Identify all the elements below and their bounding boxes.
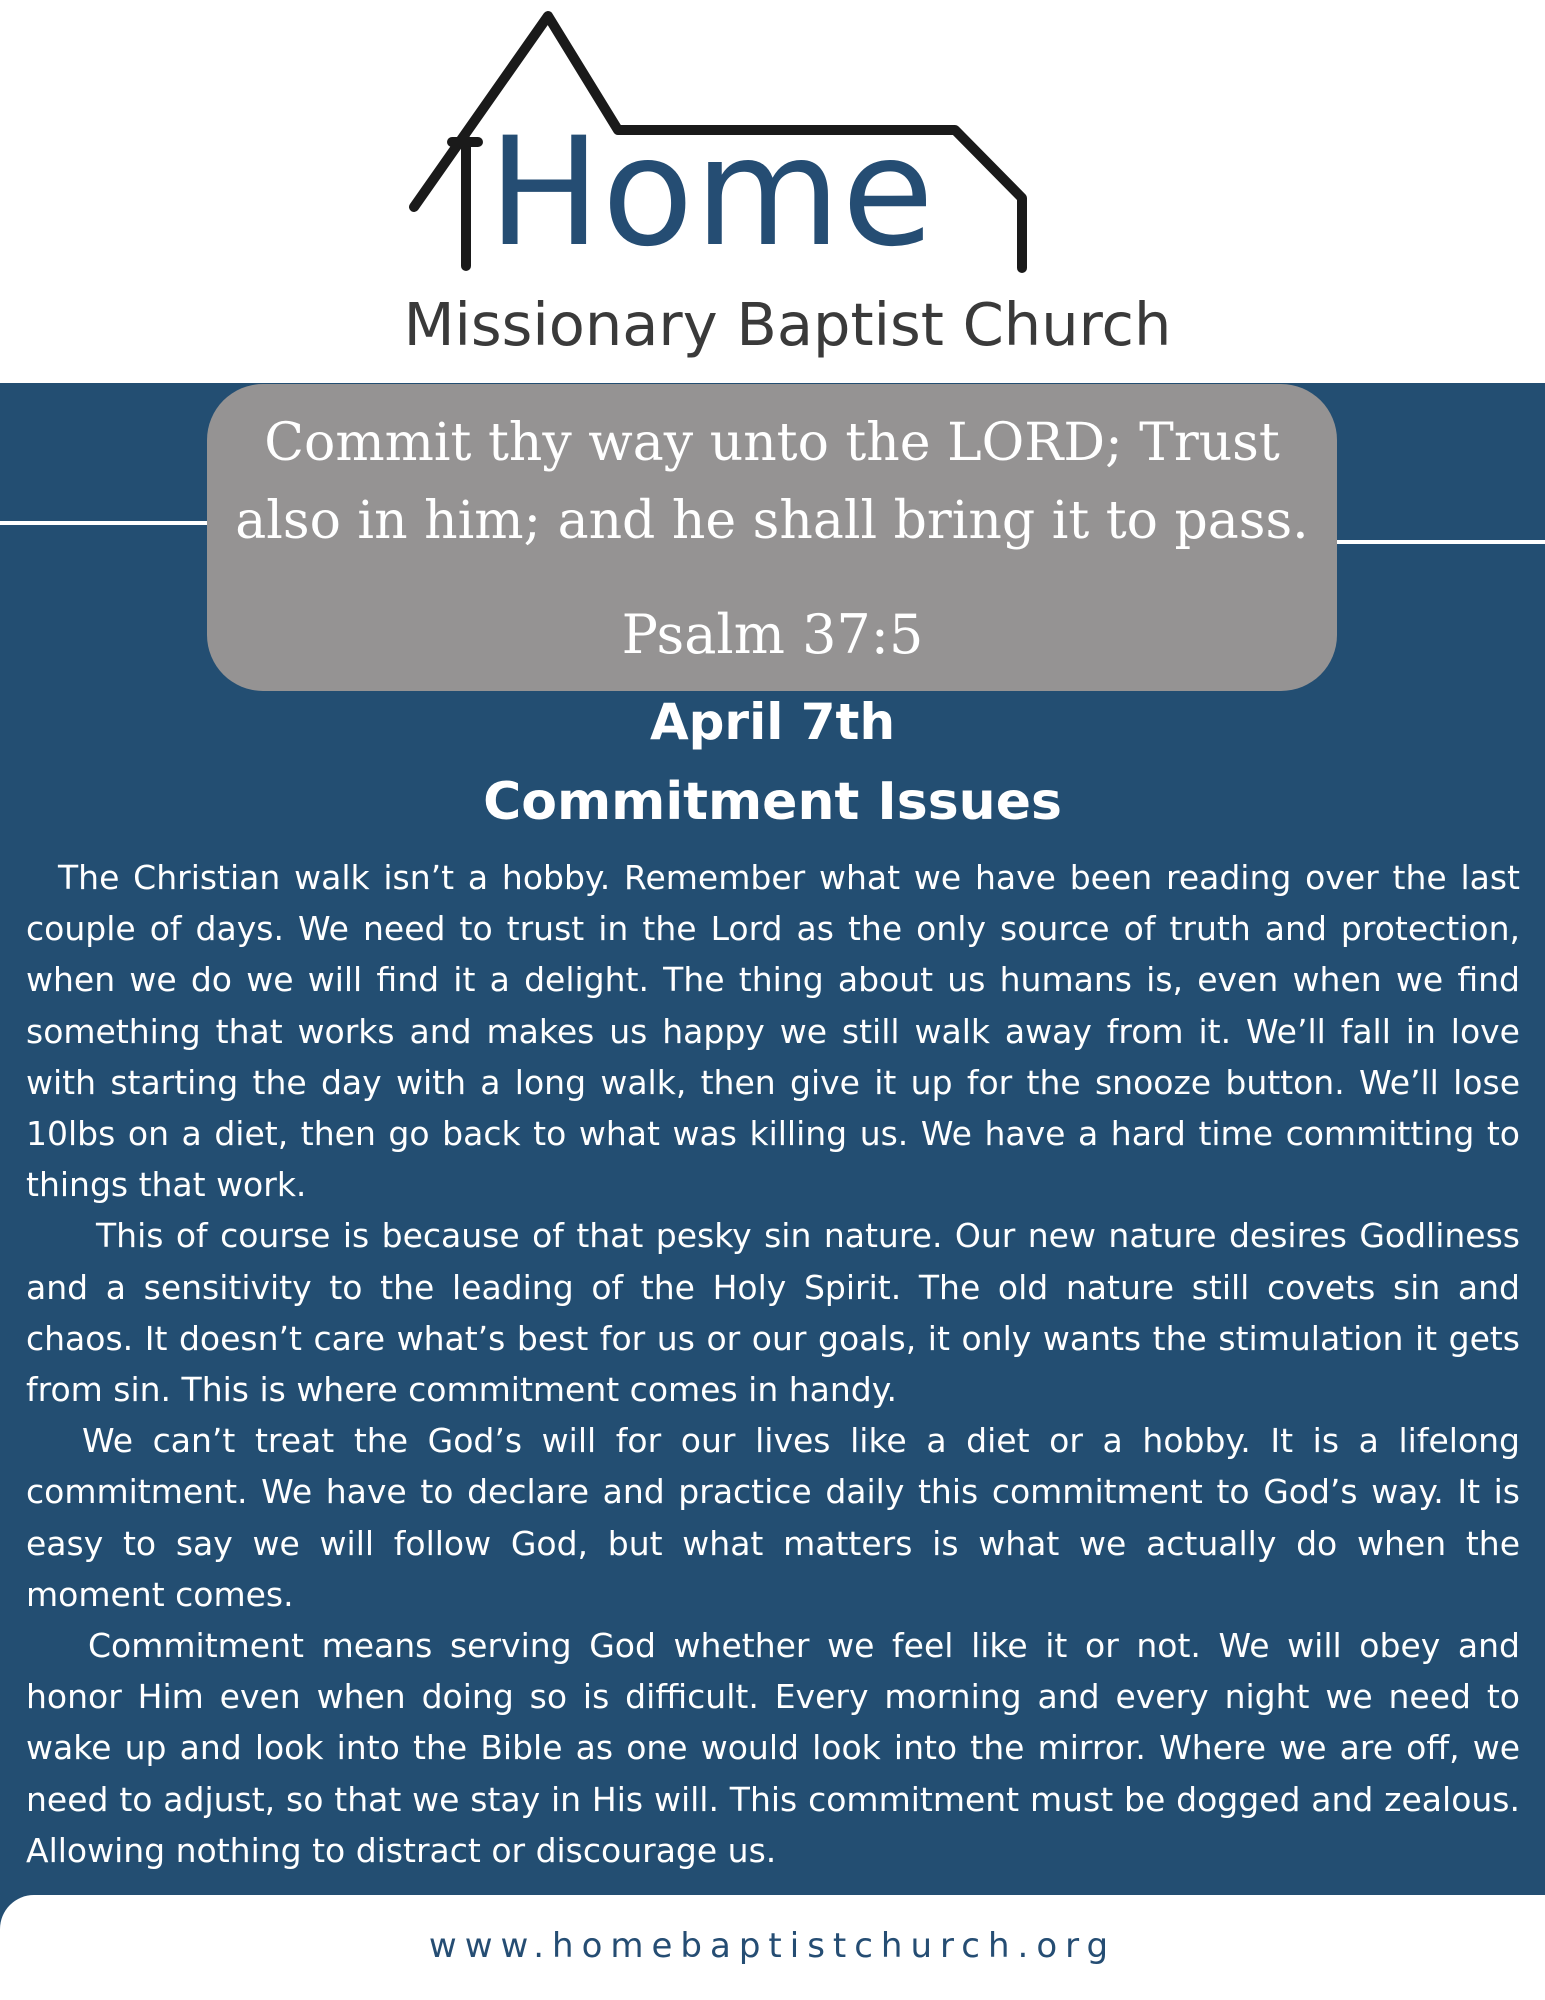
body-paragraph: This of course is because of that pesky sin nature. Our new nature desires Godliness and a sensitivity to the leading of the Holy Spirit. The old nature still covets sin and chaos. It doesn’t care what’s best for us or our goals, it only wants the stimulation it gets from sin. This is where commitment comes in handy. [26,1216,1520,1410]
body-paragraph: Commitment means serving God whether we feel like it or not. We will obey and honor Him even when doing so is difficult. Every morning and every night we need to wake up and look into the Bible as one would look into the mirror. Where we are off, we need to adjust, so that we stay in His will. This commitment must be dogged and zealous. Allowing nothing to distract or discourage us. [26,1626,1520,1870]
website-link[interactable]: www.homebaptistchurch.org [428,1926,1117,1966]
devotional-body [26,852,1520,1876]
verse-text: Commit thy way unto the LORD; Trust also in him; and he shall bring it to pass. [235,413,1309,551]
devotional-date: April 7th [649,693,896,751]
devotional-title: Commitment Issues [483,772,1062,832]
divider-right [1330,540,1545,544]
body-paragraph: We can’t treat the God’s will for our lives like a diet or a hobby. It is a lifelong commitment. We have to declare and practice daily this commitment to God’s way. It is easy to say we will follow God, but what matters is what we actually do when the moment comes. [26,1421,1520,1614]
body-paragraph: The Christian walk isn’t a hobby. Remember what we have been reading over the last couple of days. We need to trust in the Lord as the only source of truth and protection, when we do we will find it a delight. The thing about us humans is, even when we find something that works and makes us happy we still walk away from it. We’ll fall in love with starting the day with a long walk, then give it up for the snooze button. We’ll lose 10lbs on a diet, then go back to what was killing us. We have a hard time committing to things that work. [26,858,1520,1205]
divider-left [0,521,215,525]
logo-church-name: Missionary Baptist Church [403,290,1172,359]
verse-reference: Psalm 37:5 [621,603,924,666]
logo-home-wordmark: Home [488,106,935,280]
